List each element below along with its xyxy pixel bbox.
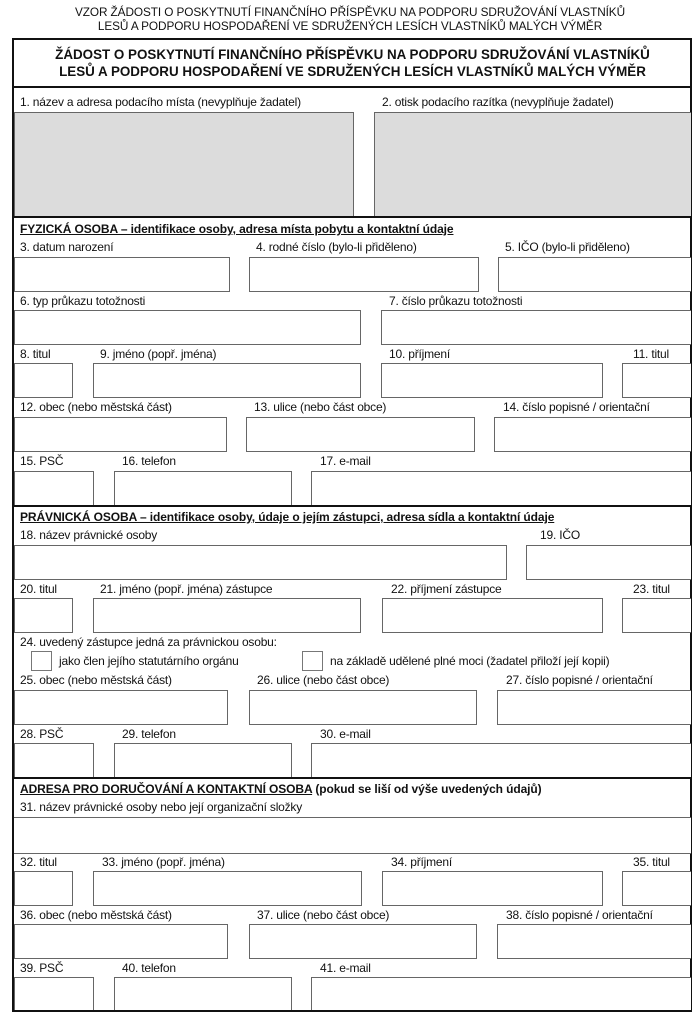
label-f27: 27. číslo popisné / orientační [506, 673, 653, 687]
label-f29: 29. telefon [122, 727, 176, 741]
field-f20-title-before[interactable] [14, 598, 73, 633]
field-f33-first-name[interactable] [93, 871, 362, 906]
field-f18-company-name[interactable] [14, 545, 507, 580]
label-f40: 40. telefon [122, 961, 176, 975]
field-f1-office-address [14, 112, 354, 217]
field-f30-email[interactable] [311, 743, 691, 778]
document-title-line2: LESŮ A PODPORU HOSPODAŘENÍ VE SDRUŽENÝCH LESÍCH VLASTNÍKŮ MALÝCH VÝMĚR [97, 19, 603, 33]
field-f29-phone[interactable] [114, 743, 292, 778]
label-f35: 35. titul [633, 855, 670, 869]
field-f17-email[interactable] [311, 471, 691, 506]
document-title [14, 5, 686, 33]
label-f31: 31. název právnické osoby nebo její organizační složky [20, 800, 303, 814]
field-f8-title-before[interactable] [14, 363, 73, 398]
document-title-line1: VZOR ŽÁDOSTI O POSKYTNUTÍ FINANČNÍHO PŘÍSPĚVKU NA PODPORU SDRUŽOVÁNÍ VLASTNÍKŮ [74, 5, 626, 19]
field-f19-ico[interactable] [526, 545, 691, 580]
label-f20: 20. titul [20, 582, 57, 596]
field-f41-email[interactable] [311, 977, 691, 1010]
label-f1: 1. název a adresa podacího místa (nevyplňuje žadatel) [20, 95, 301, 109]
label-f16: 16. telefon [122, 454, 176, 468]
field-f10-surname[interactable] [381, 363, 603, 398]
label-f12: 12. obec (nebo městská část) [20, 400, 172, 414]
label-f14: 14. číslo popisné / orientační [503, 400, 650, 414]
field-f28-postal-code[interactable] [14, 743, 94, 778]
label-f34: 34. příjmení [391, 855, 452, 869]
label-f19: 19. IČO [540, 528, 580, 542]
label-f5: 5. IČO (bylo-li přiděleno) [505, 240, 630, 254]
field-f38-house-number[interactable] [497, 924, 691, 959]
section-divider [14, 216, 691, 218]
label-f24: 24. uvedený zástupce jedná za právnickou osobu: [20, 635, 277, 649]
field-f25-municipality[interactable] [14, 690, 228, 725]
label-f2: 2. otisk podacího razítka (nevyplňuje žadatel) [382, 95, 614, 109]
section-heading-legal-person: PRÁVNICKÁ OSOBA – identifikace osoby, údaje o jejím zástupci, adresa sídla a kontaktní údaje [20, 510, 555, 524]
label-f11: 11. titul [633, 347, 669, 361]
field-f11-title-after[interactable] [622, 363, 691, 398]
field-f40-phone[interactable] [114, 977, 292, 1010]
field-f12-municipality[interactable] [14, 417, 227, 452]
field-f6-id-type[interactable] [14, 310, 361, 345]
field-f39-postal-code[interactable] [14, 977, 94, 1010]
label-f33: 33. jméno (popř. jména) [102, 855, 225, 869]
label-f17: 17. e-mail [320, 454, 371, 468]
label-f3: 3. datum narození [20, 240, 114, 254]
field-f9-first-name[interactable] [93, 363, 361, 398]
section-heading-delivery: ADRESA PRO DORUČOVÁNÍ A KONTAKTNÍ OSOBA (pokud se liší od výše uvedených údajů) [20, 782, 542, 796]
label-f24-option-statutory: jako člen jejího statutárního orgánu [59, 654, 239, 668]
label-f26: 26. ulice (nebo část obce) [257, 673, 390, 687]
field-f21-rep-first-name[interactable] [93, 598, 361, 633]
label-f39: 39. PSČ [20, 961, 64, 975]
field-f26-street[interactable] [249, 690, 477, 725]
form-title-line1: ŽÁDOST O POSKYTNUTÍ FINANČNÍHO PŘÍSPĚVKU NA PODPORU SDRUŽOVÁNÍ VLASTNÍKŮ [55, 47, 650, 62]
field-f15-postal-code[interactable] [14, 471, 94, 506]
field-f7-id-number[interactable] [381, 310, 691, 345]
section-divider [14, 777, 691, 779]
label-f7: 7. číslo průkazu totožnosti [389, 294, 523, 308]
label-f18: 18. název právnické osoby [20, 528, 158, 542]
label-f30: 30. e-mail [320, 727, 371, 741]
label-f28: 28. PSČ [20, 727, 64, 741]
field-f14-house-number[interactable] [494, 417, 691, 452]
label-f15: 15. PSČ [20, 454, 64, 468]
section-heading-natural-person: FYZICKÁ OSOBA – identifikace osoby, adresa místa pobytu a kontaktní údaje [20, 222, 454, 236]
label-f4: 4. rodné číslo (bylo-li přiděleno) [256, 240, 417, 254]
field-f37-street[interactable] [249, 924, 477, 959]
field-f22-rep-surname[interactable] [382, 598, 603, 633]
label-f37: 37. ulice (nebo část obce) [257, 908, 390, 922]
field-f31-organization-name[interactable] [14, 817, 691, 854]
label-f38: 38. číslo popisné / orientační [506, 908, 653, 922]
field-f35-title-after[interactable] [622, 871, 691, 906]
field-f27-house-number[interactable] [497, 690, 691, 725]
checkbox-f24-power-of-attorney[interactable] [302, 651, 323, 671]
form-title-line2: LESŮ A PODPORU HOSPODAŘENÍ VE SDRUŽENÝCH LESÍCH VLASTNÍKŮ MALÝCH VÝMĚR [59, 64, 646, 79]
label-f10: 10. příjmení [389, 347, 450, 361]
field-f32-title-before[interactable] [14, 871, 73, 906]
label-f8: 8. titul [20, 347, 51, 361]
label-f23: 23. titul [633, 582, 670, 596]
label-f22: 22. příjmení zástupce [391, 582, 502, 596]
field-f5-ico[interactable] [498, 257, 691, 292]
label-f21: 21. jméno (popř. jména) zástupce [100, 582, 273, 596]
label-f24-option-attorney: na základě udělené plné moci (žadatel přiloží její kopii) [330, 654, 610, 668]
label-f32: 32. titul [20, 855, 57, 869]
checkbox-f24-statutory-body[interactable] [31, 651, 52, 671]
field-f4-birth-number[interactable] [249, 257, 479, 292]
field-f16-phone[interactable] [114, 471, 292, 506]
label-f25: 25. obec (nebo městská část) [20, 673, 172, 687]
section-divider [14, 505, 691, 507]
field-f36-municipality[interactable] [14, 924, 228, 959]
field-f3-birth-date[interactable] [14, 257, 230, 292]
label-f6: 6. typ průkazu totožnosti [20, 294, 146, 308]
label-f13: 13. ulice (nebo část obce) [254, 400, 387, 414]
form-title [14, 40, 691, 88]
label-f41: 41. e-mail [320, 961, 371, 975]
field-f34-surname[interactable] [382, 871, 603, 906]
field-f2-office-stamp [374, 112, 691, 217]
label-f36: 36. obec (nebo městská část) [20, 908, 172, 922]
field-f23-title-after[interactable] [622, 598, 691, 633]
field-f13-street[interactable] [246, 417, 475, 452]
label-f9: 9. jméno (popř. jména) [100, 347, 217, 361]
